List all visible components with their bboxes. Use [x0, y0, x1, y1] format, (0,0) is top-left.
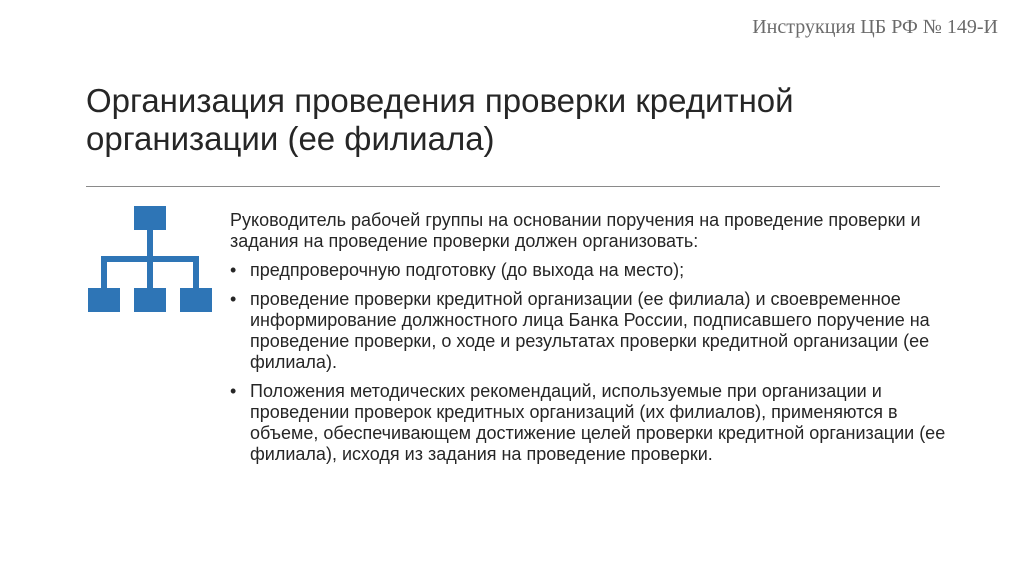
bullet-text: Положения методических рекомендаций, используемые при организации и проведении проверок кредитных организаций (их филиалов), применяются в объеме, обеспечивающем достижение целей проверки кредитной организации (ее филиала), исходя из задания на проведение проверки.: [250, 381, 946, 464]
bullet-text: проведение проверки кредитной организации (ее филиала) и своевременное информирование должностного лица Банка России, подписавшего поручение на проведение проверки, о ходе и результатах проверки кредитной организации (ее филиала).: [250, 289, 930, 372]
hierarchy-icon: [88, 206, 212, 314]
bullet-text: предпроверочную подготовку (до выхода на место);: [250, 260, 685, 280]
bullet-dot: •: [230, 289, 237, 309]
list-item: [230, 260, 950, 281]
list-item: [230, 289, 950, 373]
intro-text: Руководитель рабочей группы на основании поручения на проведение проверки и задания на проведение проверки должен организовать:: [230, 210, 921, 251]
slide-title: Организация проведения проверки кредитной организации (ее филиала): [86, 82, 794, 157]
slide-content: [230, 210, 950, 473]
list-item: [230, 381, 950, 465]
bullet-dot: •: [230, 260, 237, 280]
bullet-list: [230, 260, 950, 465]
title-divider: [86, 186, 940, 187]
bullet-dot: •: [230, 381, 237, 401]
header-note: Инструкция ЦБ РФ № 149-И: [752, 16, 998, 38]
